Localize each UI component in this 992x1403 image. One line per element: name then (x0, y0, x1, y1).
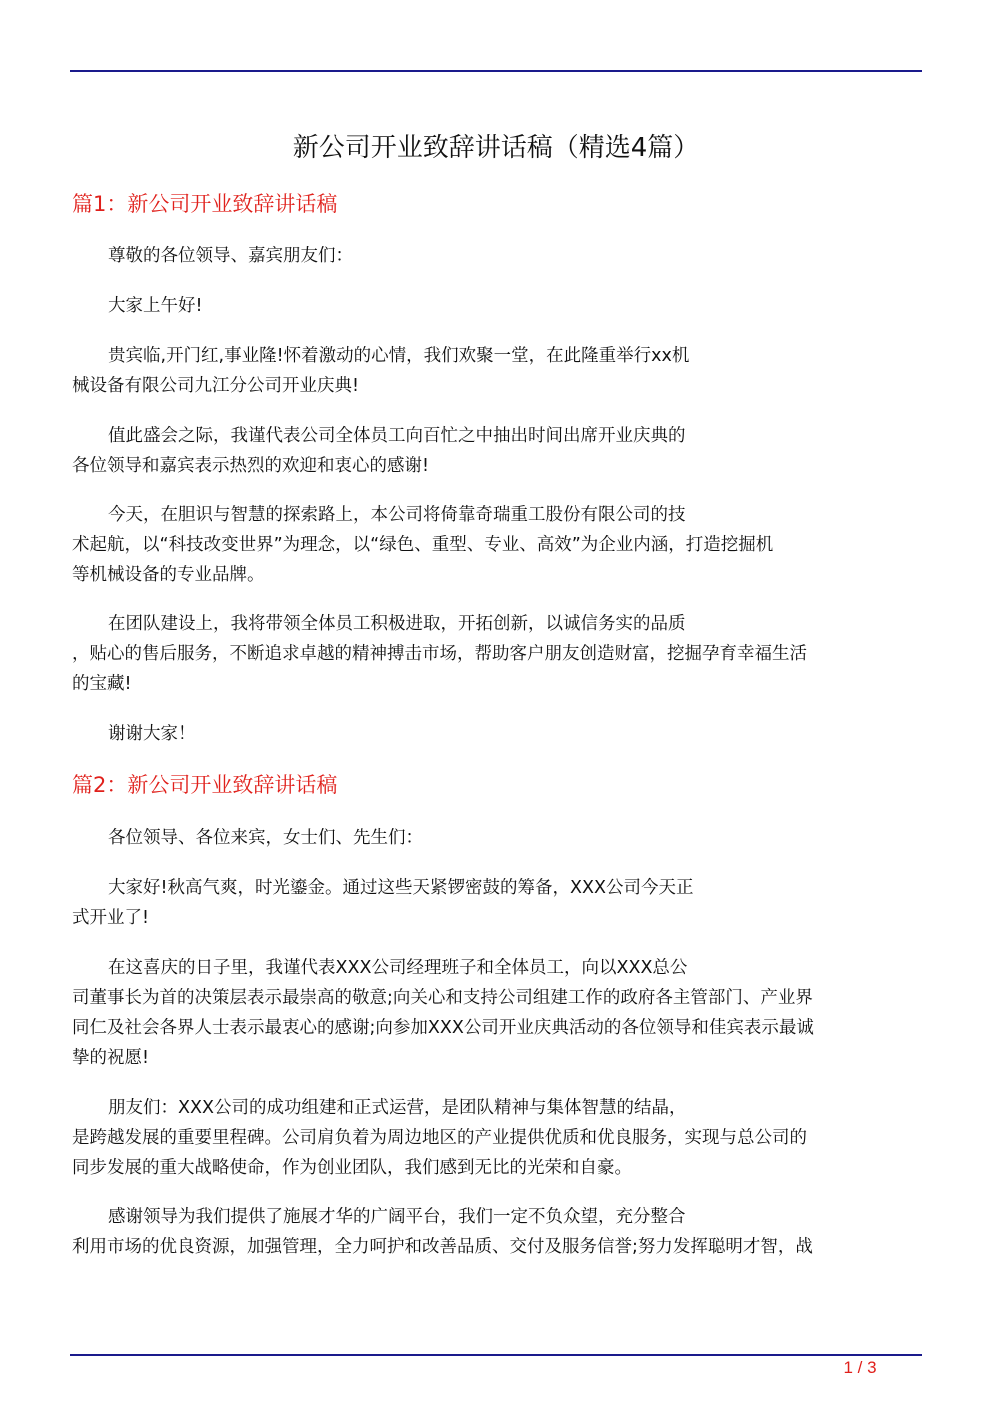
paragraph-line: 同步发展的重大战略使命，作为创业团队，我们感到无比的光荣和自豪。 (72, 1158, 632, 1178)
paragraph (72, 291, 920, 321)
section-heading-2: 篇2：新公司开业致辞讲话稿 (72, 773, 338, 797)
paragraph-line: 等机械设备的专业品牌。 (72, 565, 265, 585)
paragraph (72, 421, 920, 481)
paragraph (72, 719, 920, 749)
paragraph (72, 609, 920, 699)
paragraph-line: 大家上午好! (108, 296, 203, 316)
paragraph (72, 953, 920, 1073)
paragraph-line: 谢谢大家！ (108, 724, 196, 744)
paragraph-line: 挚的祝愿! (72, 1048, 150, 1068)
paragraph-line: 今天，在胆识与智慧的探索路上，本公司将倚靠奇瑞重工股份有限公司的技 (108, 505, 686, 525)
footer-rule (70, 1354, 922, 1356)
paragraph-line: 在团队建设上，我将带领全体员工积极进取，开拓创新，以诚信务实的品质 (108, 614, 686, 634)
paragraph-line: 利用市场的优良资源，加强管理，全力呵护和改善品质、交付及服务信誉;努力发挥聪明才智，战 (72, 1237, 813, 1257)
paragraph (72, 823, 920, 853)
paragraph-line: 同仁及社会各界人士表示最衷心的感谢;向参加XXX公司开业庆典活动的各位领导和佳宾表示最诚 (72, 1018, 814, 1038)
paragraph-line: 各位领导、各位来宾，女士们、先生们： (108, 828, 423, 848)
paragraph-line: 械设备有限公司九江分公司开业庆典! (72, 376, 360, 396)
paragraph (72, 1093, 920, 1183)
paragraph-line: 是跨越发展的重要里程碑。公司肩负着为周边地区的产业提供优质和优良服务，实现与总公司的 (72, 1128, 807, 1148)
page-number: 1 / 3 (843, 1358, 877, 1377)
paragraph (72, 873, 920, 933)
paragraph (72, 341, 920, 401)
paragraph-line: 值此盛会之际，我谨代表公司全体员工向百忙之中抽出时间出席开业庆典的 (108, 426, 686, 446)
paragraph-line: 尊敬的各位领导、嘉宾朋友们： (108, 246, 353, 266)
paragraph (72, 241, 920, 271)
paragraph-line: 各位领导和嘉宾表示热烈的欢迎和衷心的感谢! (72, 456, 430, 476)
paragraph (72, 1202, 920, 1262)
paragraph-line: 的宝藏! (72, 674, 132, 694)
section-heading-1: 篇1：新公司开业致辞讲话稿 (72, 192, 338, 216)
paragraph-line: 感谢领导为我们提供了施展才华的广阔平台，我们一定不负众望，充分整合 (108, 1207, 686, 1227)
paragraph-line: 大家好!秋高气爽，时光鎏金。通过这些天紧锣密鼓的筹备，XXX公司今天正 (108, 878, 694, 898)
paragraph-line: ，贴心的售后服务，不断追求卓越的精神搏击市场，帮助客户朋友创造财富，挖掘孕育幸福生活 (72, 644, 807, 664)
paragraph-line: 司董事长为首的决策层表示最崇高的敬意;向关心和支持公司组建工作的政府各主管部门、产业界 (72, 988, 813, 1008)
paragraph-line: 朋友们：XXX公司的成功组建和正式运营，是团队精神与集体智慧的结晶， (108, 1098, 687, 1118)
paragraph-line: 贵宾临,开门红,事业隆!怀着激动的心情，我们欢聚一堂，在此隆重举行xx机 (108, 346, 690, 366)
paragraph (72, 500, 920, 590)
paragraph-line: 式开业了! (72, 908, 150, 928)
paragraph-line: 在这喜庆的日子里，我谨代表XXX公司经理班子和全体员工，向以XXX总公 (108, 958, 688, 978)
header-rule (70, 70, 922, 72)
document-title: 新公司开业致辞讲话稿（精选4篇） (292, 133, 700, 163)
paragraph-line: 术起航，以“科技改变世界”为理念，以“绿色、重型、专业、高效”为企业内涵，打造挖掘机 (72, 535, 774, 555)
